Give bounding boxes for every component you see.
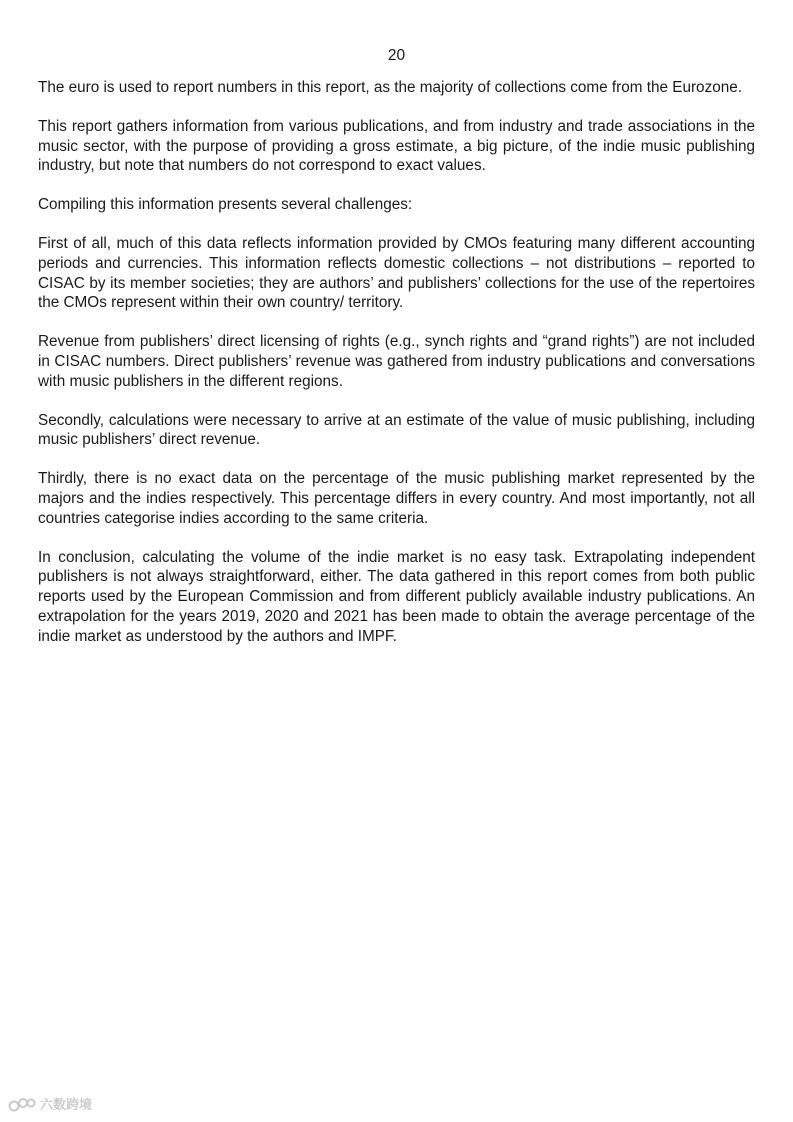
watermark-logo-icon [8,1097,36,1113]
paragraph-calculations: Secondly, calculations were necessary to arrive at an estimate of the value of music publishing, including music publishers’ direct revenue. [38,411,755,449]
document-body [38,78,755,666]
paragraph-sources: This report gathers information from various publications, and from industry and trade associations in the music sector, with the purpose of providing a gross estimate, a big picture, of the indie music publishing industry, but note that numbers do not correspond to exact values. [38,117,755,175]
paragraph-direct-licensing: Revenue from publishers’ direct licensing of rights (e.g., synch rights and “grand rights”) are not included in CISAC numbers. Direct publishers’ revenue was gathered from industry publications and conversations with music publishers in the different regions. [38,333,755,390]
paragraph-challenges-intro: Compiling this information presents several challenges: [38,196,413,214]
paragraph-currency: The euro is used to report numbers in this report, as the majority of collections come from the Eurozone. [38,79,742,96]
watermark [8,1096,92,1114]
page-number: 20 [387,47,406,64]
paragraph-market-share: Thirdly, there is no exact data on the percentage of the music publishing market represented by the majors and the indies respectively. This percentage differs in every country. And most importantly, not all countries categorise indies according to the same criteria. [38,470,755,527]
paragraph-conclusion: In conclusion, calculating the volume of the indie market is no easy task. Extrapolating independent publishers is not always straightforward, either. The data gathered in this report comes from both public reports used by the European Commission and from different publicly available industry publications. An extrapolation for the years 2019, 2020 and 2021 has been made to obtain the average percentage of the indie market as understood by the authors and IMPF. [38,548,755,645]
watermark-text: 六数跨境 [40,1097,93,1112]
paragraph-cmo-data: First of all, much of this data reflects information provided by CMOs featuring many different accounting periods and currencies. This information reflects domestic collections – not distributions – reported to CISAC by its member societies; they are authors’ and publishers’ collections for the use of the repertoires the CMOs represent within their own country/ territory. [38,234,755,312]
